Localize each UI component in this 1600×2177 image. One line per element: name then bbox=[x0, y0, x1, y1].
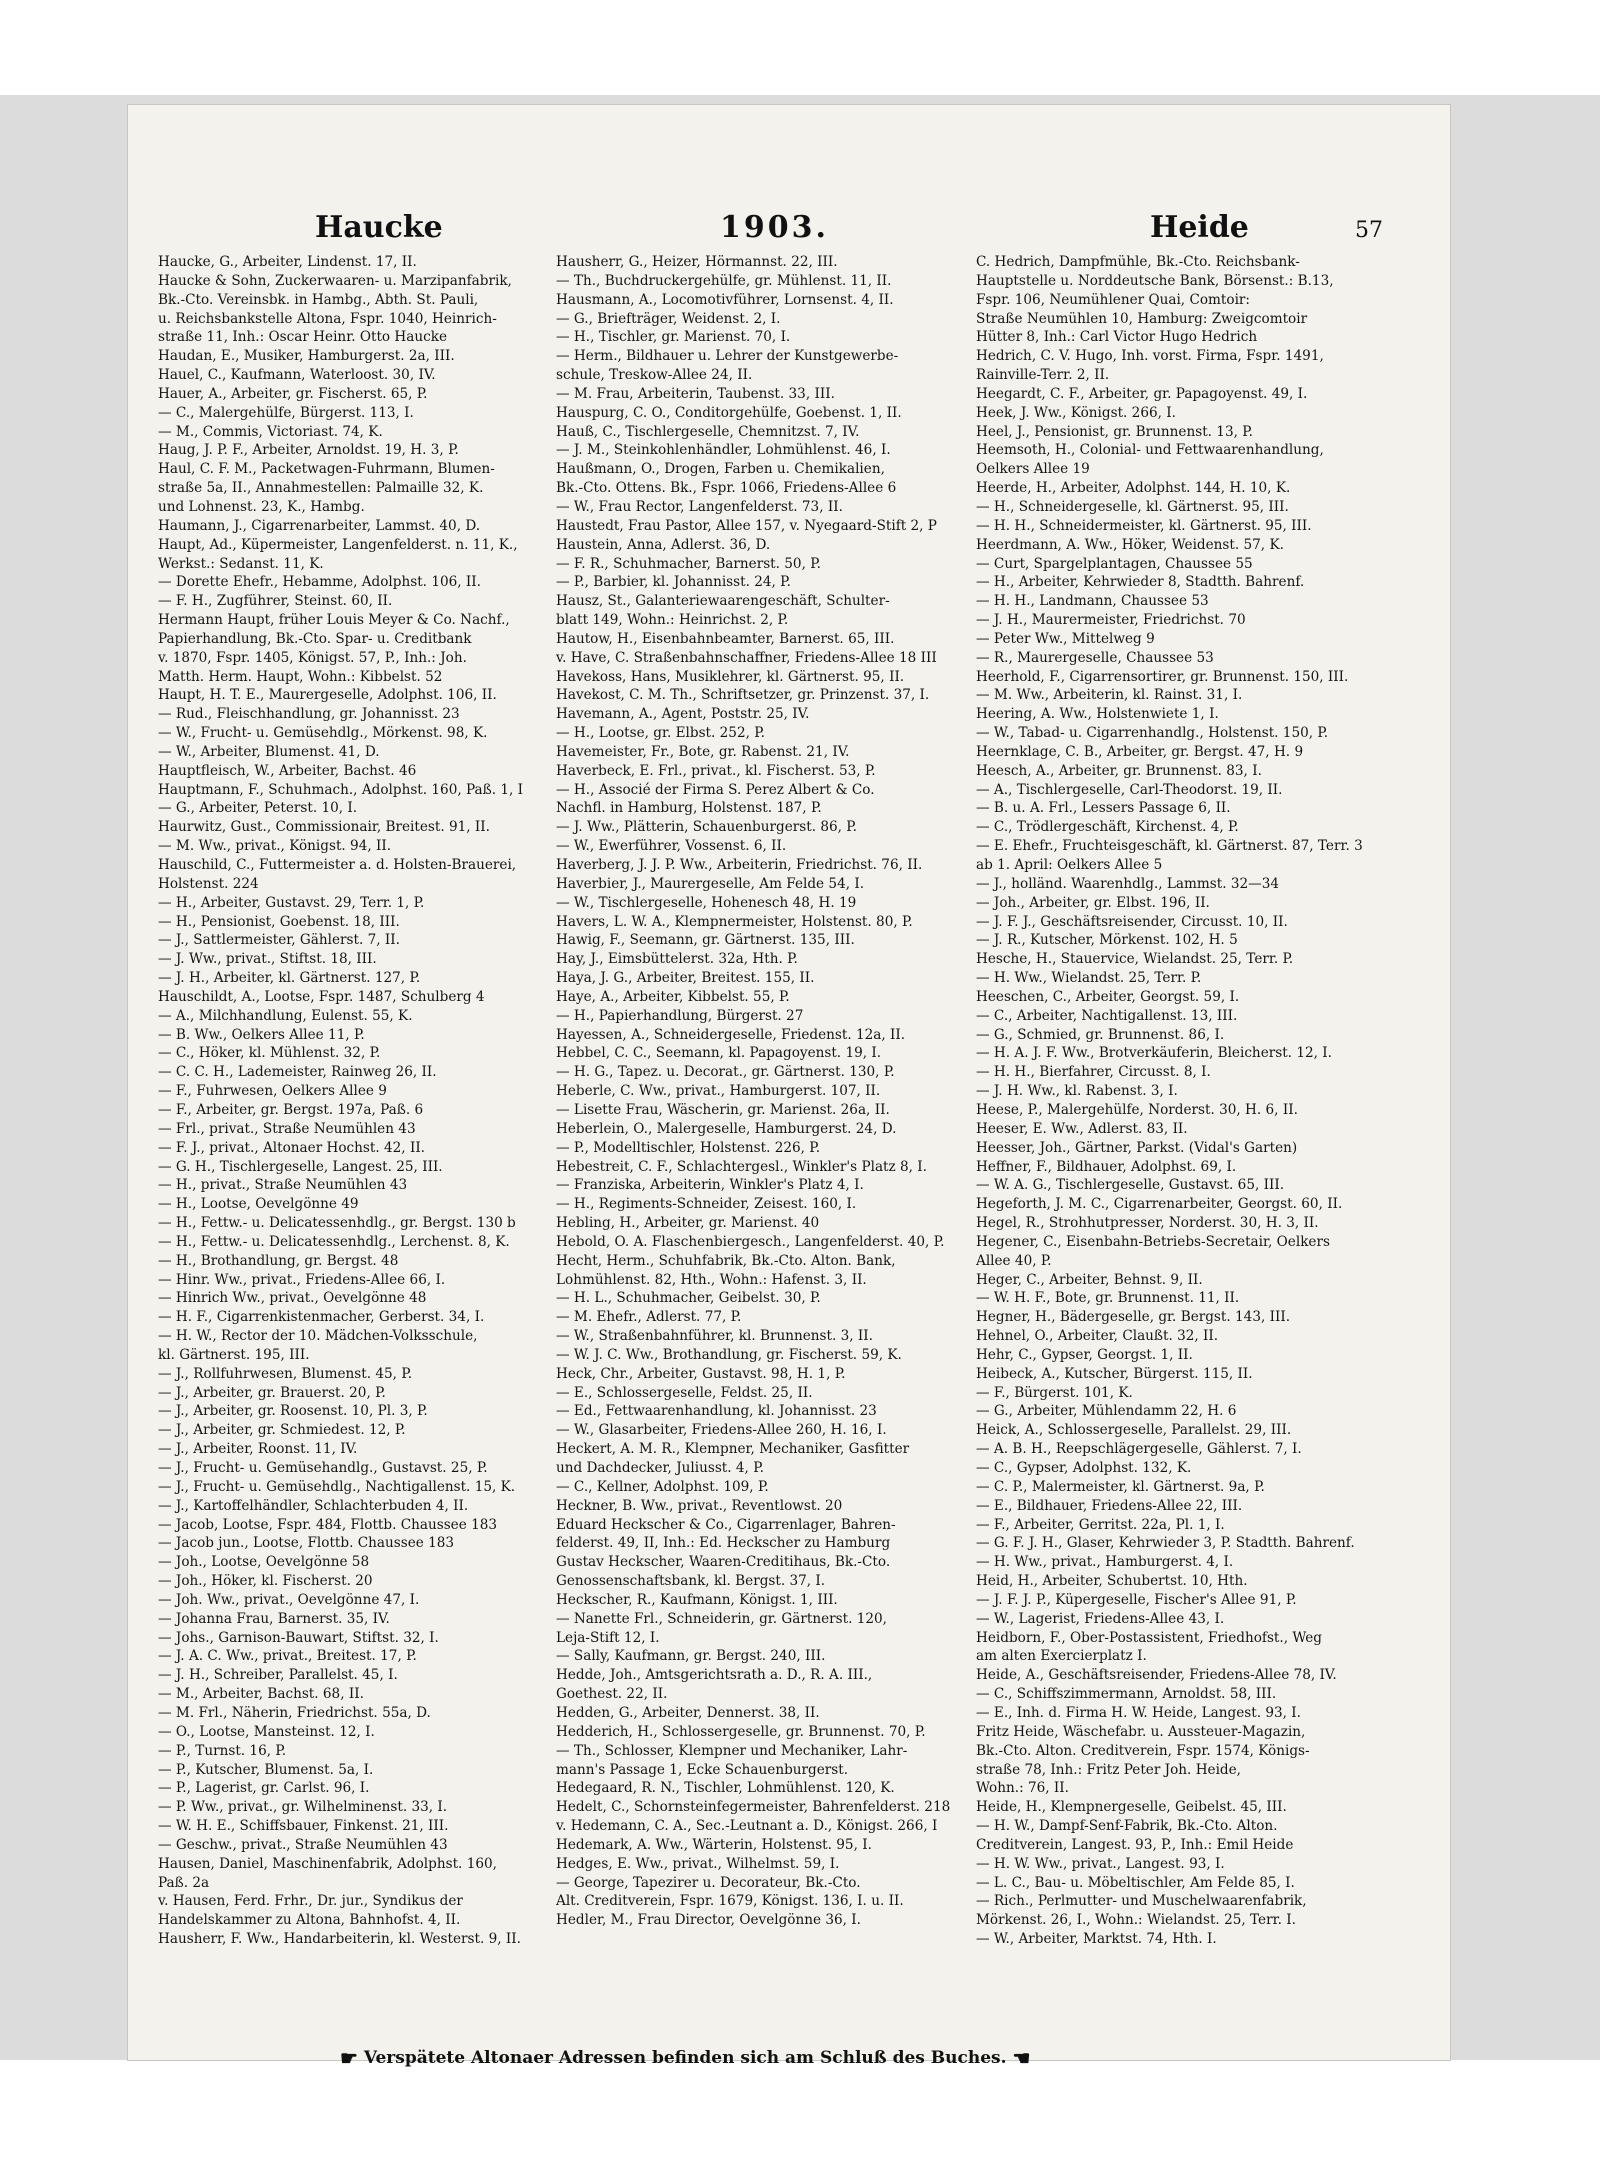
directory-entry-line: Hebbel, C. C., Seemann, kl. Papagoyenst. 19, I. bbox=[556, 1045, 882, 1062]
directory-entry-line: — F., Bürgerst. 101, K. bbox=[976, 1384, 1133, 1401]
directory-entry-line: Hecht, Herm., Schuhfabrik, Bk.-Cto. Alton. Bank, bbox=[556, 1252, 896, 1269]
directory-entry-line: — C., Kellner, Adolphst. 109, P. bbox=[556, 1478, 769, 1495]
directory-entry-line: Haverberg, J. J. P. Ww., Arbeiterin, Friedrichst. 76, II. bbox=[556, 857, 923, 873]
directory-entry-line: — P., Barbier, kl. Johannisst. 24, P. bbox=[556, 574, 791, 591]
directory-entry-line: Heegardt, C. F., Arbeiter, gr. Papagoyenst. 49, I. bbox=[976, 385, 1308, 402]
directory-entry-line: Haucke, G., Arbeiter, Lindenst. 17, II. bbox=[158, 254, 417, 270]
directory-entry-line: — Frl., privat., Straße Neumühlen 43 bbox=[158, 1120, 416, 1137]
directory-entry-line: Hauschild, C., Futtermeister a. d. Holsten-Brauerei, bbox=[158, 857, 517, 873]
directory-entry-line: — Joh., Höker, kl. Fischerst. 20 bbox=[158, 1573, 373, 1590]
directory-entry-line: — Johs., Garnison-Bauwart, Stiftst. 32, I. bbox=[158, 1629, 439, 1646]
directory-entry-line: Haupt, H. T. E., Maurergeselle, Adolphst. 106, II. bbox=[158, 687, 497, 704]
footer-text: Verspätete Altonaer Adressen befinden sich am Schluß des Buches. bbox=[363, 2048, 1007, 2068]
directory-entry-line: — M. Ehefr., Adlerst. 77, P. bbox=[556, 1309, 742, 1326]
directory-entry-line: Hesche, H., Stauervice, Wielandst. 25, Terr. P. bbox=[976, 951, 1294, 968]
directory-entry-line: — Joh., Arbeiter, gr. Elbst. 196, II. bbox=[976, 894, 1210, 911]
directory-entry-line: — G., Arbeiter, Peterst. 10, I. bbox=[158, 800, 358, 817]
directory-entry-line: Hay, J., Eimsbüttelerst. 32a, Hth. P. bbox=[556, 951, 798, 968]
directory-entry-line: — J., Frucht- u. Gemüsehdlg., Nachtigallenst. 15, K. bbox=[158, 1478, 516, 1495]
directory-entry-line: Alt. Creditverein, Fspr. 1679, Königst. 136, I. u. II. bbox=[556, 1893, 904, 1910]
directory-entry-line: — George, Tapezirer u. Decorateur, Bk.-Cto. bbox=[556, 1874, 861, 1891]
page-number: 57 bbox=[1355, 218, 1383, 243]
directory-entry-line: Heid, H., Arbeiter, Schubertst. 10, Hth. bbox=[976, 1573, 1248, 1590]
directory-entry-line: — F. J., privat., Altonaer Hochst. 42, II. bbox=[158, 1139, 426, 1156]
directory-entry-line: — J. H., Arbeiter, kl. Gärtnerst. 127, P. bbox=[158, 970, 421, 987]
directory-entry-line: — J., holländ. Waarenhdlg., Lammst. 32—34 bbox=[976, 875, 1280, 892]
directory-entry-line: Heek, J. Ww., Königst. 266, I. bbox=[976, 404, 1176, 421]
directory-entry-line: — O., Lootse, Mansteinst. 12, I. bbox=[158, 1723, 375, 1740]
directory-entry-line: — H. Ww., Wielandst. 25, Terr. P. bbox=[976, 970, 1202, 987]
directory-entry-line: — H., Arbeiter, Kehrwieder 8, Stadtth. Bahrenf. bbox=[976, 574, 1305, 591]
directory-entry-line: Heernklage, C. B., Arbeiter, gr. Bergst. 47, H. 9 bbox=[976, 743, 1304, 760]
directory-entry-line: — C., Arbeiter, Nachtigallenst. 13, III. bbox=[976, 1007, 1238, 1024]
directory-entry-line: Hauptstelle u. Norddeutsche Bank, Börsenst.: B.13, bbox=[976, 272, 1334, 289]
directory-entry-line: Haug, J. P. F., Arbeiter, Arnoldst. 19, H. 3, P. bbox=[158, 442, 459, 459]
directory-entry-line: Heerde, H., Arbeiter, Adolphst. 144, H. 10, K. bbox=[976, 480, 1291, 497]
footer-note bbox=[340, 2046, 1030, 2070]
directory-entry-line: — Hinr. Ww., privat., Friedens-Allee 66, I. bbox=[158, 1271, 446, 1288]
directory-entry-line: Haverbeck, E. Frl., privat., kl. Fischerst. 53, P. bbox=[556, 762, 876, 779]
directory-entry-line: — H., Schneidergeselle, kl. Gärtnerst. 95, III. bbox=[976, 498, 1289, 515]
directory-entry-line: — W. H. F., Bote, gr. Brunnenst. 11, II. bbox=[976, 1290, 1240, 1307]
directory-entry-line: Haurwitz, Gust., Commissionair, Breitest. 91, II. bbox=[158, 819, 490, 836]
directory-entry-line: blatt 149, Wohn.: Heinrichst. 2, P. bbox=[556, 612, 789, 629]
directory-entry-line: — W., Arbeiter, Marktst. 74, Hth. I. bbox=[976, 1931, 1217, 1948]
directory-entry-line: Hauptfleisch, W., Arbeiter, Bachst. 46 bbox=[158, 762, 417, 779]
directory-entry-line: Bk.-Cto. Ottens. Bk., Fspr. 1066, Friedens-Allee 6 bbox=[556, 480, 897, 497]
directory-entry-line: Heckner, B. Ww., privat., Reventlowst. 20 bbox=[556, 1497, 843, 1514]
directory-entry-line: — Lisette Frau, Wäscherin, gr. Marienst. 26a, II. bbox=[556, 1101, 890, 1118]
directory-entry-line: schule, Treskow-Allee 24, II. bbox=[556, 367, 753, 384]
directory-entry-line: — M., Commis, Victoriast. 74, K. bbox=[158, 423, 383, 440]
directory-entry-line: — J., Arbeiter, Roonst. 11, IV. bbox=[158, 1441, 358, 1458]
directory-entry-line: Hedemark, A. Ww., Wärterin, Holstenst. 95, I. bbox=[556, 1836, 872, 1853]
directory-entry-line: Lohmühlenst. 82, Hth., Wohn.: Hafenst. 3, II. bbox=[556, 1271, 867, 1288]
directory-entry-line: — W. A. G., Tischlergeselle, Gustavst. 65, III. bbox=[976, 1177, 1285, 1194]
directory-entry-line: ab 1. April: Oelkers Allee 5 bbox=[976, 857, 1163, 873]
directory-entry-line: — J. Ww., Plätterin, Schauenburgerst. 86, P. bbox=[556, 819, 857, 836]
directory-entry-line: — W. H. E., Schiffsbauer, Finkenst. 21, III. bbox=[158, 1818, 449, 1835]
directory-entry-line: Hauspurg, C. O., Conditorgehülfe, Goebenst. 1, II. bbox=[556, 404, 902, 421]
directory-entry-line: — C. P., Malermeister, kl. Gärtnerst. 9a, P. bbox=[976, 1478, 1265, 1495]
directory-entry-line: u. Reichsbankstelle Altona, Fspr. 1040, Heinrich- bbox=[158, 310, 497, 327]
directory-entry-line: Paß. 2a bbox=[158, 1874, 210, 1891]
directory-entry-line: — G., Briefträger, Weidenst. 2, I. bbox=[556, 310, 781, 327]
directory-entry-line: — J., Sattlermeister, Gählerst. 7, II. bbox=[158, 932, 400, 949]
directory-entry-line: — H., Fettw.- u. Delicatessenhdlg., gr. Bergst. 130 b bbox=[158, 1215, 516, 1232]
directory-entry-line: — H., Pensionist, Goebenst. 18, III. bbox=[158, 913, 400, 930]
directory-entry-line: — Jacob jun., Lootse, Flottb. Chaussee 183 bbox=[158, 1535, 455, 1552]
directory-entry-line: Havekoss, Hans, Musiklehrer, kl. Gärtnerst. 95, II. bbox=[556, 668, 905, 685]
directory-entry-line: — Ed., Fettwaarenhandlung, kl. Johannisst. 23 bbox=[556, 1403, 877, 1420]
directory-entry-line: — Th., Buchdruckergehülfe, gr. Mühlenst. 11, II. bbox=[556, 272, 892, 289]
directory-entry-line: — Joh., Lootse, Oevelgönne 58 bbox=[158, 1554, 370, 1571]
directory-entry-line: und Lohnenst. 23, K., Hambg. bbox=[158, 498, 365, 515]
directory-entry-line: Hedden, G., Arbeiter, Dennerst. 38, II. bbox=[556, 1704, 820, 1721]
directory-entry-line: Hausmann, A., Locomotivführer, Lornsenst. 4, II. bbox=[556, 291, 894, 308]
directory-entry-line: Hayessen, A., Schneidergeselle, Friedenst. 12a, II. bbox=[556, 1026, 906, 1043]
directory-entry-line: — C., Schiffszimmermann, Arnoldst. 58, III. bbox=[976, 1686, 1277, 1703]
directory-entry-line: Hausherr, F. Ww., Handarbeiterin, kl. Westerst. 9, II. bbox=[158, 1931, 521, 1948]
directory-entry-line: v. Have, C. Straßenbahnschaffner, Friedens-Allee 18 III bbox=[556, 649, 937, 666]
directory-entry-line: Hegeforth, J. M. C., Cigarrenarbeiter, Georgst. 60, II. bbox=[976, 1196, 1343, 1213]
directory-entry-line: — J. H., Schreiber, Parallelst. 45, I. bbox=[158, 1667, 398, 1684]
directory-entry-line: — Sally, Kaufmann, gr. Bergst. 240, III. bbox=[556, 1648, 826, 1665]
directory-entry-line: straße 5a, II., Annahmestellen: Palmaille 32, K. bbox=[158, 480, 484, 497]
directory-entry-line: — Rich., Perlmutter- und Muschelwaarenfabrik, bbox=[976, 1893, 1307, 1910]
directory-entry-line: Nachfl. in Hamburg, Holstenst. 187, P. bbox=[556, 800, 822, 817]
directory-entry-line: Haudan, E., Musiker, Hamburgerst. 2a, III. bbox=[158, 348, 455, 365]
directory-entry-line: Havers, L. W. A., Klempnermeister, Holstenst. 80, P. bbox=[556, 913, 913, 930]
directory-entry-line: — Johanna Frau, Barnerst. 35, IV. bbox=[158, 1610, 390, 1627]
directory-entry-line: Heerhold, F., Cigarrensortirer, gr. Brunnenst. 150, III. bbox=[976, 668, 1349, 685]
directory-entry-line: — J., Frucht- u. Gemüsehandlg., Gustavst. 25, P. bbox=[158, 1460, 488, 1476]
directory-entry-line: — Dorette Ehefr., Hebamme, Adolphst. 106, II. bbox=[158, 574, 481, 591]
directory-entry-line: — H. H., Schneidermeister, kl. Gärtnerst. 95, III. bbox=[976, 517, 1312, 534]
directory-entry-line: Hebold, O. A. Flaschenbiergesch., Langenfelderst. 40, P. bbox=[556, 1233, 945, 1250]
directory-entry-line: Goethest. 22, II. bbox=[556, 1686, 668, 1703]
directory-entry-line: — B. Ww., Oelkers Allee 11, P. bbox=[158, 1026, 365, 1043]
directory-entry-line: — P. Ww., privat., gr. Wilhelminenst. 33, I. bbox=[158, 1799, 448, 1816]
directory-entry-line: — Hinrich Ww., privat., Oevelgönne 48 bbox=[158, 1290, 427, 1307]
directory-entry-line: — H. W. Ww., privat., Langest. 93, I. bbox=[976, 1855, 1225, 1872]
running-head-year: 1903. bbox=[720, 210, 829, 245]
directory-entry-line: — R., Maurergeselle, Chaussee 53 bbox=[976, 649, 1214, 666]
directory-entry-line: — J. F. J., Geschäftsreisender, Circusst. 10, II. bbox=[976, 913, 1288, 930]
directory-entry-line: kl. Gärtnerst. 195, III. bbox=[158, 1346, 310, 1363]
directory-entry-line: — P., Kutscher, Blumenst. 5a, I. bbox=[158, 1761, 374, 1778]
directory-entry-line: Havekost, C. M. Th., Schriftsetzer, gr. Prinzenst. 37, I. bbox=[556, 687, 930, 704]
directory-entry-line: Heger, C., Arbeiter, Behnst. 9, II. bbox=[976, 1271, 1203, 1288]
directory-entry-line: Heemsoth, H., Colonial- und Fettwaarenhandlung, bbox=[976, 442, 1324, 459]
directory-entry-line: Hedde, Joh., Amtsgerichtsrath a. D., R. A. III., bbox=[556, 1667, 873, 1684]
directory-entry-line: Heckscher, R., Kaufmann, Königst. 1, III. bbox=[556, 1591, 838, 1608]
directory-entry-line: — B. u. A. Frl., Lessers Passage 6, II. bbox=[976, 800, 1231, 817]
directory-entry-line: Holstenst. 224 bbox=[158, 875, 259, 892]
directory-entry-line: — Th., Schlosser, Klempner und Mechaniker, Lahr- bbox=[556, 1742, 908, 1759]
directory-entry-line: — E., Schlossergeselle, Feldst. 25, II. bbox=[556, 1384, 813, 1401]
directory-entry-line: mann's Passage 1, Ecke Schauenburgerst. bbox=[556, 1761, 849, 1778]
directory-entry-line: Hehr, C., Gypser, Georgst. 1, II. bbox=[976, 1346, 1193, 1363]
directory-entry-line: — J., Arbeiter, gr. Schmiedest. 12, P. bbox=[158, 1422, 406, 1439]
directory-entry-line: — F. R., Schuhmacher, Barnerst. 50, P. bbox=[556, 555, 821, 572]
directory-entry-line: — L. C., Bau- u. Möbeltischler, Am Felde 85, I. bbox=[976, 1874, 1295, 1891]
directory-entry-line: — W., Ewerführer, Vossenst. 6, II. bbox=[556, 838, 787, 855]
directory-entry-line: Hegener, C., Eisenbahn-Betriebs-Secretair, Oelkers bbox=[976, 1233, 1330, 1250]
directory-entry-line: — A. B. H., Reepschlägergeselle, Gählerst. 7, I. bbox=[976, 1441, 1302, 1458]
directory-entry-line: — H. Ww., privat., Hamburgerst. 4, I. bbox=[976, 1554, 1234, 1571]
directory-entry-line: Heckert, A. M. R., Klempner, Mechaniker, Gasfitter bbox=[556, 1441, 910, 1458]
directory-entry-line: Hermann Haupt, früher Louis Meyer & Co. Nachf., bbox=[158, 612, 510, 629]
directory-entry-line: Heberlein, O., Malergeselle, Hamburgerst. 24, D. bbox=[556, 1120, 897, 1137]
directory-entry-line: — H., Associé der Firma S. Perez Albert & Co. bbox=[556, 781, 875, 798]
directory-entry-line: Papierhandlung, Bk.-Cto. Spar- u. Creditbank bbox=[158, 630, 472, 647]
directory-entry-line: — Curt, Spargelplantagen, Chaussee 55 bbox=[976, 555, 1253, 572]
directory-entry-line: Haverbier, J., Maurergeselle, Am Felde 54, I. bbox=[556, 875, 865, 892]
directory-entry-line: — W., Straßenbahnführer, kl. Brunnenst. 3, II. bbox=[556, 1328, 873, 1345]
directory-entry-line: Haya, J. G., Arbeiter, Breitest. 155, II. bbox=[556, 970, 815, 987]
directory-entry-line: — H., Tischler, gr. Marienst. 70, I. bbox=[556, 329, 791, 346]
directory-entry-line: — J., Rollfuhrwesen, Blumenst. 45, P. bbox=[158, 1365, 413, 1382]
directory-entry-line: Heesser, Joh., Gärtner, Parkst. (Vidal's Garten) bbox=[976, 1139, 1298, 1156]
directory-entry-line: Haupt, Ad., Küpermeister, Langenfelderst. n. 11, K., bbox=[158, 536, 518, 553]
directory-entry-line: Hawig, F., Seemann, gr. Gärtnerst. 135, III. bbox=[556, 932, 855, 949]
directory-entry-line: v. Hausen, Ferd. Frhr., Dr. jur., Syndikus der bbox=[158, 1893, 463, 1910]
directory-entry-line: Hegner, H., Bädergeselle, gr. Bergst. 143, III. bbox=[976, 1309, 1291, 1326]
directory-entry-line: — H. F., Cigarrenkistenmacher, Gerberst. 34, I. bbox=[158, 1309, 485, 1326]
directory-entry-line: Leja-Stift 12, I. bbox=[556, 1629, 660, 1646]
directory-entry-line: Heidborn, F., Ober-Postassistent, Friedhofst., Weg bbox=[976, 1629, 1322, 1646]
directory-entry-line: Fritz Heide, Wäschefabr. u. Aussteuer-Magazin, bbox=[976, 1723, 1306, 1740]
directory-entry-line: — E., Inh. d. Firma H. W. Heide, Langest. 93, I. bbox=[976, 1704, 1301, 1721]
directory-entry-line: — H., Lootse, gr. Elbst. 252, P. bbox=[556, 725, 765, 742]
directory-entry-line: — J., Arbeiter, gr. Roosenst. 10, Pl. 3, P. bbox=[158, 1403, 428, 1420]
directory-entry-line: — C. C. H., Lademeister, Rainweg 26, II. bbox=[158, 1064, 437, 1081]
directory-entry-line: — W., Lagerist, Friedens-Allee 43, I. bbox=[976, 1610, 1225, 1627]
directory-entry-line: Havemeister, Fr., Bote, gr. Rabenst. 21, IV. bbox=[556, 743, 850, 760]
directory-entry-line: — P., Modelltischler, Holstenst. 226, P. bbox=[556, 1139, 821, 1156]
directory-entry-line: Heibeck, A., Kutscher, Bürgerst. 115, II. bbox=[976, 1365, 1253, 1382]
directory-entry-line: Oelkers Allee 19 bbox=[976, 461, 1090, 478]
directory-entry-line: — J. H. Ww., kl. Rabenst. 3, I. bbox=[976, 1083, 1178, 1100]
directory-entry-line: — Geschw., privat., Straße Neumühlen 43 bbox=[158, 1836, 448, 1853]
directory-entry-line: Haustedt, Frau Pastor, Allee 157, v. Nyegaard-Stift 2, P bbox=[556, 517, 937, 534]
directory-entry-line: Hautow, H., Eisenbahnbeamter, Barnerst. 65, III. bbox=[556, 630, 895, 647]
directory-entry-line: — G., Arbeiter, Mühlendamm 22, H. 6 bbox=[976, 1403, 1237, 1420]
directory-entry-line: — G. H., Tischlergeselle, Langest. 25, III. bbox=[158, 1158, 443, 1175]
directory-entry-line: — H., privat., Straße Neumühlen 43 bbox=[158, 1177, 408, 1194]
directory-entry-line: Heering, A. Ww., Holstenwiete 1, I. bbox=[976, 706, 1219, 723]
directory-entry-line: — J., Arbeiter, gr. Brauerst. 20, P. bbox=[158, 1384, 386, 1401]
directory-entry-line: — W., Arbeiter, Blumenst. 41, D. bbox=[158, 743, 380, 760]
directory-entry-line: Bk.-Cto. Alton. Creditverein, Fspr. 1574, Königs- bbox=[976, 1742, 1310, 1759]
directory-entry-line: Heesch, A., Arbeiter, gr. Brunnenst. 83, I. bbox=[976, 762, 1262, 779]
directory-entry-line: Wohn.: 76, II. bbox=[976, 1780, 1069, 1797]
directory-entry-line: Heberle, C. Ww., privat., Hamburgerst. 107, II. bbox=[556, 1083, 881, 1100]
directory-entry-line: — C., Trödlergeschäft, Kirchenst. 4, P. bbox=[976, 819, 1239, 836]
directory-entry-line: Rainville-Terr. 2, II. bbox=[976, 367, 1110, 384]
directory-entry-line: Mörkenst. 26, I., Wohn.: Wielandst. 25, Terr. I. bbox=[976, 1912, 1296, 1929]
directory-entry-line: Heerdmann, A. Ww., Höker, Weidenst. 57, K. bbox=[976, 536, 1284, 553]
directory-entry-line: — H., Lootse, Oevelgönne 49 bbox=[158, 1196, 359, 1213]
directory-entry-line: Hausen, Daniel, Maschinenfabrik, Adolphst. 160, bbox=[158, 1855, 497, 1872]
directory-entry-line: — E. Ehefr., Fruchteisgeschäft, kl. Gärtnerst. 87, Terr. 3 bbox=[976, 838, 1363, 855]
directory-entry-line: — Rud., Fleischhandlung, gr. Johannisst. 23 bbox=[158, 706, 460, 723]
directory-entry-line: — J. M., Steinkohlenhändler, Lohmühlenst. 46, I. bbox=[556, 442, 891, 459]
directory-entry-line: straße 11, Inh.: Oscar Heinr. Otto Haucke bbox=[158, 329, 448, 346]
directory-entry-line: — A., Milchhandlung, Eulenst. 55, K. bbox=[158, 1007, 413, 1024]
directory-entry-line: Werkst.: Sedanst. 11, K. bbox=[158, 555, 324, 572]
directory-entry-line: — H. G., Tapez. u. Decorat., gr. Gärtnerst. 130, P. bbox=[556, 1064, 895, 1081]
directory-entry-line: Hütter 8, Inh.: Carl Victor Hugo Hedrich bbox=[976, 329, 1258, 346]
directory-entry-line: Creditverein, Langest. 93, P., Inh.: Emil Heide bbox=[976, 1836, 1294, 1853]
directory-entry-line: Matth. Herm. Haupt, Wohn.: Kibbelst. 52 bbox=[158, 668, 443, 685]
pointing-hand-icon: ☚ bbox=[1012, 2046, 1031, 2070]
directory-entry-line: — J. A. C. Ww., privat., Breitest. 17, P. bbox=[158, 1648, 417, 1665]
directory-entry-line: Hauß, C., Tischlergeselle, Chemnitzst. 7, IV. bbox=[556, 423, 860, 440]
directory-entry-line: Heide, A., Geschäftsreisender, Friedens-Allee 78, IV. bbox=[976, 1667, 1337, 1684]
directory-entry-line: v. 1870, Fspr. 1405, Königst. 57, P., Inh.: Joh. bbox=[158, 649, 467, 666]
directory-entry-line: straße 78, Inh.: Fritz Peter Joh. Heide, bbox=[976, 1761, 1242, 1778]
directory-entry-line: — H., Regiments-Schneider, Zeisest. 160, I. bbox=[556, 1196, 857, 1213]
directory-entry-line: — H., Brothandlung, gr. Bergst. 48 bbox=[158, 1252, 399, 1269]
directory-entry-line: Hehnel, O., Arbeiter, Claußt. 32, II. bbox=[976, 1328, 1219, 1345]
directory-entry-line: Heffner, F., Bildhauer, Adolphst. 69, I. bbox=[976, 1158, 1237, 1175]
directory-entry-line: — C., Höker, kl. Mühlenst. 32, P. bbox=[158, 1045, 381, 1062]
directory-entry-line: Hauptmann, F., Schuhmach., Adolphst. 160, Paß. 1, I bbox=[158, 781, 524, 798]
directory-entry-line: — H. A. J. F. Ww., Brotverkäuferin, Bleicherst. 12, I. bbox=[976, 1045, 1332, 1062]
directory-entry-line: — Jacob, Lootse, Fspr. 484, Flottb. Chaussee 183 bbox=[158, 1516, 498, 1533]
directory-entry-line: Hausz, St., Galanteriewaarengeschäft, Schulter- bbox=[556, 593, 890, 610]
directory-column-3 bbox=[976, 253, 1390, 1949]
directory-entry-line: — W., Frau Rector, Langenfelderst. 73, II. bbox=[556, 498, 843, 515]
directory-entry-line: Hedderich, H., Schlossergeselle, gr. Brunnenst. 70, P. bbox=[556, 1723, 926, 1740]
directory-entry-line: C. Hedrich, Dampfmühle, Bk.-Cto. Reichsbank- bbox=[976, 254, 1300, 270]
directory-entry-line: felderst. 49, II, Inh.: Ed. Heckscher zu Hamburg bbox=[556, 1535, 891, 1552]
directory-entry-line: — M. Ww., privat., Königst. 94, II. bbox=[158, 838, 392, 855]
directory-entry-line: Heide, H., Klempnergeselle, Geibelst. 45, III. bbox=[976, 1799, 1287, 1816]
directory-entry-line: am alten Exercierplatz I. bbox=[976, 1648, 1147, 1665]
directory-entry-line: Hedges, E. Ww., privat., Wilhelmst. 59, I. bbox=[556, 1855, 840, 1872]
directory-entry-line: Heese, P., Malergehülfe, Norderst. 30, H. 6, II. bbox=[976, 1101, 1298, 1118]
directory-entry-line: Heeschen, C., Arbeiter, Georgst. 59, I. bbox=[976, 988, 1240, 1005]
directory-entry-line: Heel, J., Pensionist, gr. Brunnenst. 13, P. bbox=[976, 423, 1253, 440]
directory-entry-line: — J. H., Maurermeister, Friedrichst. 70 bbox=[976, 612, 1246, 629]
directory-entry-line: — C., Malergehülfe, Bürgerst. 113, I. bbox=[158, 404, 414, 421]
directory-entry-line: — G., Schmied, gr. Brunnenst. 86, I. bbox=[976, 1026, 1225, 1043]
directory-entry-line: Hauer, A., Arbeiter, gr. Fischerst. 65, P. bbox=[158, 385, 428, 402]
directory-entry-line: — M. Frau, Arbeiterin, Taubenst. 33, III. bbox=[556, 385, 835, 402]
directory-entry-line: — W. J. C. Ww., Brothandlung, gr. Fischerst. 59, K. bbox=[556, 1346, 902, 1363]
directory-entry-line: — H. H., Bierfahrer, Circusst. 8, I. bbox=[976, 1064, 1211, 1081]
directory-entry-line: Hebling, H., Arbeiter, gr. Marienst. 40 bbox=[556, 1215, 820, 1232]
directory-entry-line: Haucke & Sohn, Zuckerwaaren- u. Marzipanfabrik, bbox=[158, 272, 512, 289]
directory-entry-line: — M. Frl., Näherin, Friedrichst. 55a, D. bbox=[158, 1704, 431, 1721]
directory-entry-line: — H. H., Landmann, Chaussee 53 bbox=[976, 593, 1209, 610]
directory-entry-line: Hegel, R., Strohhutpresser, Norderst. 30, H. 3, II. bbox=[976, 1215, 1319, 1232]
directory-entry-line: Haustein, Anna, Adlerst. 36, D. bbox=[556, 536, 771, 553]
directory-entry-line: — J. Ww., privat., Stiftst. 18, III. bbox=[158, 951, 377, 968]
directory-entry-line: — J., Kartoffelhändler, Schlachterbuden 4, II. bbox=[158, 1497, 469, 1514]
directory-entry-line: Handelskammer zu Altona, Bahnhofst. 4, II. bbox=[158, 1912, 461, 1929]
directory-entry-line: — P., Lagerist, gr. Carlst. 96, I. bbox=[158, 1780, 370, 1797]
directory-entry-line: — W., Tischlergeselle, Hohenesch 48, H. 19 bbox=[556, 894, 857, 911]
directory-entry-line: Haye, A., Arbeiter, Kibbelst. 55, P. bbox=[556, 988, 790, 1005]
running-head-right: Heide bbox=[1150, 210, 1249, 245]
directory-entry-line: — Herm., Bildhauer u. Lehrer der Kunstgewerbe- bbox=[556, 348, 899, 365]
directory-entry-line: — Peter Ww., Mittelweg 9 bbox=[976, 630, 1155, 647]
directory-entry-line: — W., Glasarbeiter, Friedens-Allee 260, H. 16, I. bbox=[556, 1422, 887, 1439]
directory-entry-line: Heick, A., Schlossergeselle, Parallelst. 29, III. bbox=[976, 1422, 1292, 1439]
directory-entry-line: Gustav Heckscher, Waaren-Creditihaus, Bk.-Cto. bbox=[556, 1554, 891, 1571]
directory-entry-line: — F., Arbeiter, Gerritst. 22a, Pl. 1, I. bbox=[976, 1516, 1225, 1533]
directory-entry-line: und Dachdecker, Juliusst. 4, P. bbox=[556, 1460, 764, 1476]
directory-entry-line: — A., Tischlergeselle, Carl-Theodorst. 19, II. bbox=[976, 781, 1283, 798]
directory-entry-line: — F., Fuhrwesen, Oelkers Allee 9 bbox=[158, 1083, 387, 1100]
directory-entry-line: Hedler, M., Frau Director, Oevelgönne 36, I. bbox=[556, 1912, 861, 1929]
directory-entry-line: — C., Gypser, Adolphst. 132, K. bbox=[976, 1460, 1192, 1476]
running-head-left: Haucke bbox=[315, 210, 443, 245]
directory-entry-line: Hauschildt, A., Lootse, Fspr. 1487, Schulberg 4 bbox=[158, 988, 485, 1005]
directory-entry-line: Genossenschaftsbank, kl. Bergst. 37, I. bbox=[556, 1573, 826, 1590]
directory-entry-line: Straße Neumühlen 10, Hamburg: Zweigcomtoir bbox=[976, 310, 1308, 327]
directory-entry-line: — H. W., Dampf-Senf-Fabrik, Bk.-Cto. Alton. bbox=[976, 1818, 1278, 1835]
directory-entry-line: — W., Tabad- u. Cigarrenhandlg., Holstenst. 150, P. bbox=[976, 725, 1329, 742]
directory-entry-line: Eduard Heckscher & Co., Cigarrenlager, Bahren- bbox=[556, 1516, 896, 1533]
directory-entry-line: Heeser, E. Ww., Adlerst. 83, II. bbox=[976, 1120, 1188, 1137]
directory-entry-line: Haul, C. F. M., Packetwagen-Fuhrmann, Blumen- bbox=[158, 461, 495, 478]
directory-entry-line: — H., Papierhandlung, Bürgerst. 27 bbox=[556, 1007, 804, 1024]
directory-entry-line: — Joh. Ww., privat., Oevelgönne 47, I. bbox=[158, 1591, 420, 1608]
directory-entry-line: Allee 40, P. bbox=[976, 1252, 1052, 1269]
directory-entry-line: — H., Fettw.- u. Delicatessenhdlg., Lerchenst. 8, K. bbox=[158, 1233, 510, 1250]
directory-entry-line: Hedelt, C., Schornsteinfegermeister, Bahrenfelderst. 218 bbox=[556, 1799, 951, 1816]
directory-entry-line: — M., Arbeiter, Bachst. 68, II. bbox=[158, 1686, 364, 1703]
directory-entry-line: Havemann, A., Agent, Poststr. 25, IV. bbox=[556, 706, 810, 723]
directory-entry-line: — M. Ww., Arbeiterin, kl. Rainst. 31, I. bbox=[976, 687, 1243, 704]
directory-column-1 bbox=[158, 253, 558, 1949]
pointing-hand-icon: ☛ bbox=[340, 2046, 358, 2070]
directory-entry-line: — W., Frucht- u. Gemüsehdlg., Mörkenst. 98, K. bbox=[158, 725, 488, 742]
directory-entry-line: — H. L., Schuhmacher, Geibelst. 30, P. bbox=[556, 1290, 821, 1307]
directory-entry-line: — G. F. J. H., Glaser, Kehrwieder 3, P. Stadtth. Bahrenf. bbox=[976, 1535, 1355, 1552]
directory-entry-line: Haumann, J., Cigarrenarbeiter, Lammst. 40, D. bbox=[158, 517, 481, 534]
directory-entry-line: — H., Arbeiter, Gustavst. 29, Terr. 1, P. bbox=[158, 894, 425, 911]
directory-entry-line: — F. H., Zugführer, Steinst. 60, II. bbox=[158, 593, 393, 610]
directory-entry-line: v. Hedemann, C. A., Sec.-Leutnant a. D., Königst. 266, I bbox=[556, 1818, 938, 1835]
directory-entry-line: Fspr. 106, Neumühlener Quai, Comtoir: bbox=[976, 291, 1250, 308]
directory-entry-line: Hebestreit, C. F., Schlachtergesl., Winkler's Platz 8, I. bbox=[556, 1158, 927, 1175]
directory-entry-line: Bk.-Cto. Vereinsbk. in Hambg., Abth. St. Pauli, bbox=[158, 291, 479, 308]
directory-entry-line: Haußmann, O., Drogen, Farben u. Chemikalien, bbox=[556, 461, 885, 478]
directory-entry-line: — Nanette Frl., Schneiderin, gr. Gärtnerst. 120, bbox=[556, 1610, 887, 1627]
directory-column-2 bbox=[556, 253, 970, 1930]
directory-entry-line: — H. W., Rector der 10. Mädchen-Volksschule, bbox=[158, 1328, 478, 1345]
directory-entry-line: — Franziska, Arbeiterin, Winkler's Platz 4, I. bbox=[556, 1177, 864, 1194]
directory-entry-line: — J. R., Kutscher, Mörkenst. 102, H. 5 bbox=[976, 932, 1238, 949]
directory-entry-line: Hedegaard, R. N., Tischler, Lohmühlenst. 120, K. bbox=[556, 1780, 895, 1797]
directory-entry-line: Hauel, C., Kaufmann, Waterloost. 30, IV. bbox=[158, 367, 436, 384]
directory-entry-line: Heck, Chr., Arbeiter, Gustavst. 98, H. 1, P. bbox=[556, 1365, 846, 1382]
directory-entry-line: — J. F. J. P., Küpergeselle, Fischer's Allee 91, P. bbox=[976, 1591, 1297, 1608]
directory-entry-line: Hausherr, G., Heizer, Hörmannst. 22, III. bbox=[556, 254, 838, 270]
directory-entry-line: — P., Turnst. 16, P. bbox=[158, 1742, 287, 1759]
directory-entry-line: Hedrich, C. V. Hugo, Inh. vorst. Firma, Fspr. 1491, bbox=[976, 348, 1324, 365]
directory-entry-line: — F., Arbeiter, gr. Bergst. 197a, Paß. 6 bbox=[158, 1101, 424, 1118]
directory-entry-line: — E., Bildhauer, Friedens-Allee 22, III. bbox=[976, 1497, 1243, 1514]
